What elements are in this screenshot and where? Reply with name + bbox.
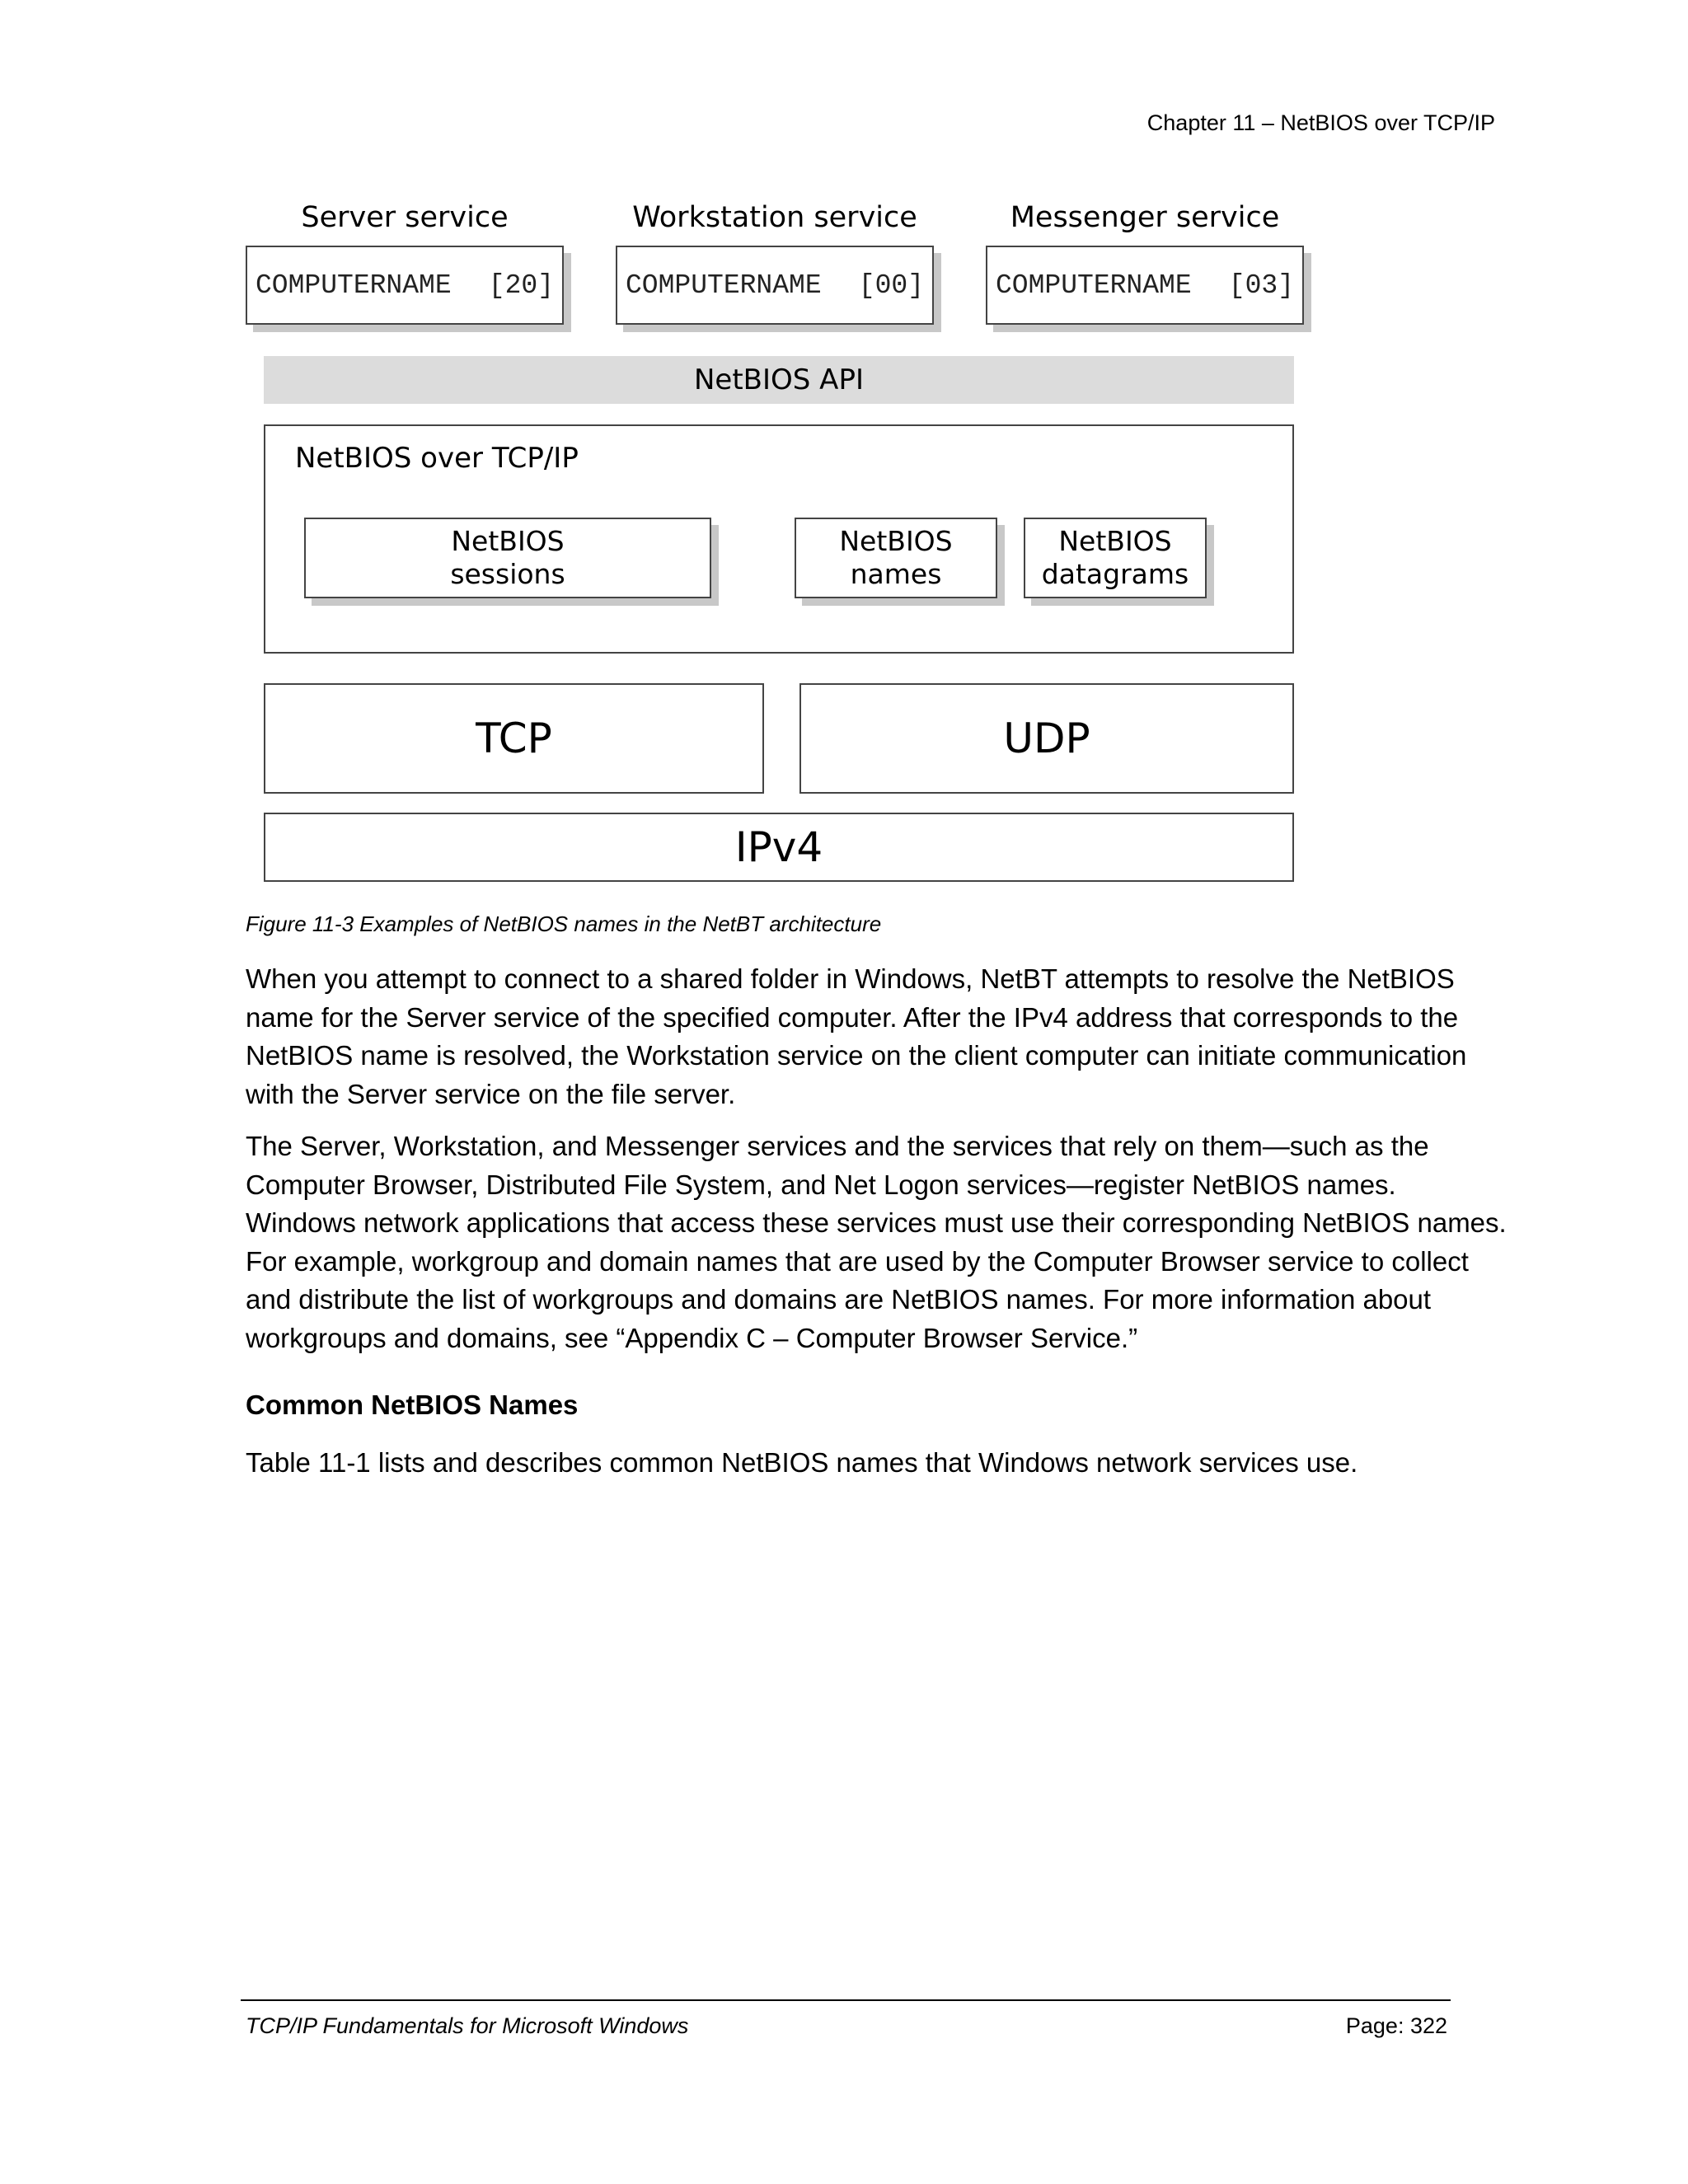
sessions-line2: sessions xyxy=(450,558,565,590)
netbios-sessions-box xyxy=(304,518,711,598)
netbios-datagrams-box xyxy=(1024,518,1207,598)
ipv4-label: IPv4 xyxy=(734,823,823,871)
paragraph-3: Table 11-1 lists and describes common NetBIOS names that Windows network services use. xyxy=(246,1447,1358,1478)
messenger-computername: COMPUTERNAME xyxy=(996,269,1192,301)
netbios-api-bar xyxy=(264,356,1294,404)
messenger-service-label: Messenger service xyxy=(1010,201,1280,234)
tcp-box xyxy=(264,683,764,794)
paragraph-2: The Server, Workstation, and Messenger services and the services that rely on them—such as the Computer Browser, Distributed File System, and Net Logon services—register NetBIOS names. Windows network applications that access these services must use their corresponding NetBIOS names. For example, workgroup and domain names that are used by the Computer Browser service to collect and distribute the list of workgroups and domains are NetBIOS names. For more information about workgroups and domains, see “Appendix C – Computer Browser Service.” xyxy=(246,1131,1507,1353)
server-name-box xyxy=(246,246,564,325)
messenger-name-box xyxy=(986,246,1304,325)
messenger-suffix: [03] xyxy=(1228,269,1294,301)
server-suffix: [20] xyxy=(488,269,554,301)
figure-caption: Figure 11-3 Examples of NetBIOS names in the NetBT architecture xyxy=(246,912,882,936)
tcp-label: TCP xyxy=(476,715,552,762)
workstation-suffix: [00] xyxy=(858,269,924,301)
server-computername: COMPUTERNAME xyxy=(256,269,452,301)
server-service-label: Server service xyxy=(301,201,509,234)
footer-page-number: Page: 322 xyxy=(1345,2013,1447,2038)
udp-box xyxy=(799,683,1294,794)
ipv4-box xyxy=(264,813,1294,882)
workstation-service-label: Workstation service xyxy=(632,201,917,234)
netbios-names-box xyxy=(795,518,997,598)
paragraph-1: When you attempt to connect to a shared folder in Windows, NetBT attempts to resolve the NetBIOS name for the Server service of the specified computer. After the IPv4 address that corresponds to the NetBIOS name is resolved, the Workstation service on the client computer can initiate communication with the Server service on the file server. xyxy=(246,963,1467,1109)
footer-rule xyxy=(241,1999,1451,2001)
datagrams-line1: NetBIOS xyxy=(1058,525,1172,557)
workstation-computername: COMPUTERNAME xyxy=(626,269,822,301)
names-line2: names xyxy=(850,558,942,590)
netbt-title: NetBIOS over TCP/IP xyxy=(295,442,579,475)
running-header: Chapter 11 – NetBIOS over TCP/IP xyxy=(1146,110,1495,135)
sessions-line1: NetBIOS xyxy=(451,525,565,557)
names-line1: NetBIOS xyxy=(839,525,953,557)
datagrams-line2: datagrams xyxy=(1041,558,1189,590)
workstation-name-box xyxy=(616,246,934,325)
section-heading: Common NetBIOS Names xyxy=(246,1390,579,1420)
udp-label: UDP xyxy=(1003,715,1090,762)
footer-book-title: TCP/IP Fundamentals for Microsoft Windows xyxy=(246,2013,689,2038)
netbios-api-label: NetBIOS API xyxy=(694,363,864,396)
